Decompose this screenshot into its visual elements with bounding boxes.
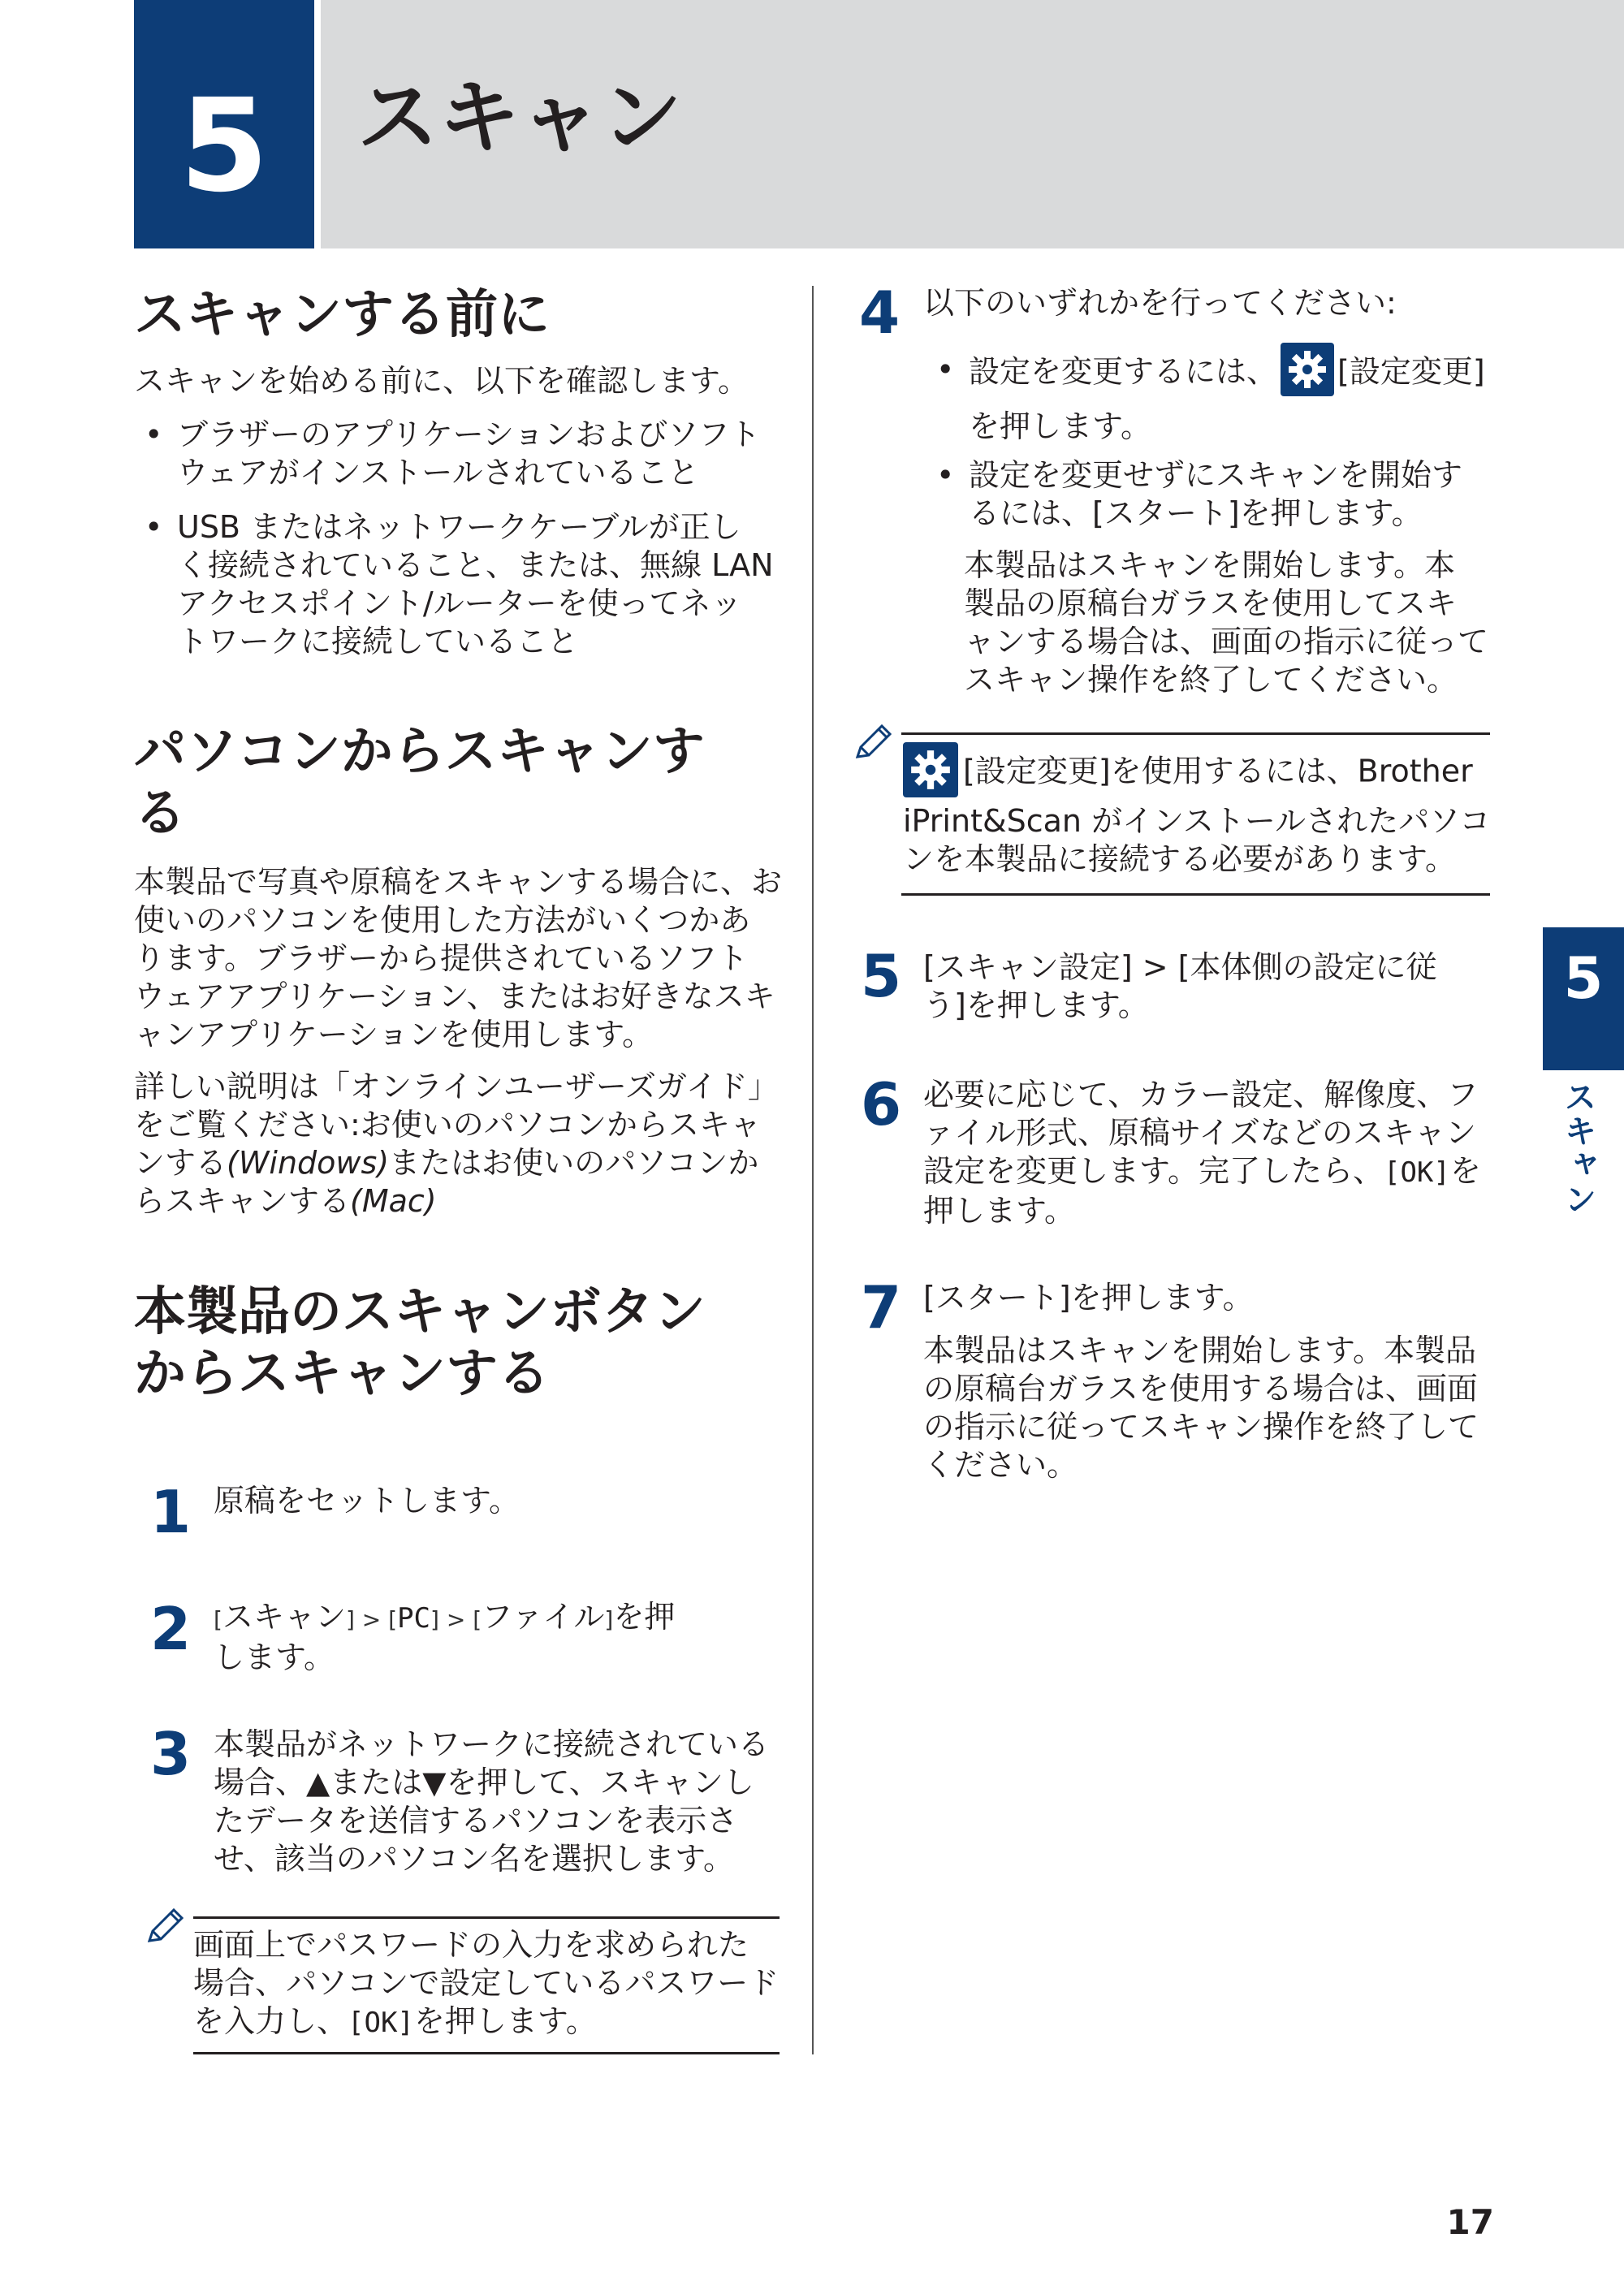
settings-gear-icon [1281, 343, 1334, 396]
step-number: 6 [861, 1070, 902, 1138]
step-text: 必要に応じて、カラー設定、解像度、フ ァイル形式、原稿サイズなどのスキャン 設定を変更します。完了したら、[OK]を 押します。 [923, 1077, 1481, 1229]
step-text: [スキャン設定] > [本体側の設定に従 う]を押します。 [923, 949, 1437, 1023]
step-number: 3 [150, 1720, 192, 1788]
page-number: 17 [1446, 2202, 1494, 2242]
step-number: 5 [861, 942, 902, 1010]
note-top-rule [901, 732, 1490, 735]
note-text: [設定変更]を使用するには、Brother iPrint&Scan がインストールされたパソコ ンを本製品に接続する必要があります。 [903, 749, 1490, 879]
step-text: [スタート]を押します。 [923, 1280, 1254, 1315]
column-divider [812, 286, 814, 2054]
settings-gear-icon [903, 742, 958, 797]
step-number: 4 [859, 279, 901, 347]
note-text: 画面上でパスワードの入力を求められた 場合、パソコンで設定しているパスワード を入力し、[OK]を押します。 [193, 1927, 780, 2039]
side-tab-label: スキャン [1559, 1080, 1596, 1216]
section-title-before-scan: スキャンする前に [134, 285, 550, 345]
step-text: 本製品がネットワークに接続されている 場合、▲または▼を押して、スキャンし たデータを送信するパソコンを表示さ せ、該当のパソコン名を選択します。 [214, 1726, 770, 1877]
chapter-number: 5 [179, 71, 269, 221]
reference-paragraph: 詳しい説明は「オンラインユーザーズガイド」 をご覧ください:お使いのパソコンからスキャ ンする(Windows)またはお使いのパソコンか らスキャンする(Mac) [134, 1069, 779, 1219]
step-number: 2 [150, 1595, 192, 1663]
note-top-rule [193, 1916, 780, 1919]
chapter-title: スキャン [357, 70, 682, 165]
pencil-note-icon [853, 721, 895, 763]
section-title-scan-from-pc: パソコンからスキャンす る [134, 722, 705, 844]
step-text: 原稿をセットします。 [214, 1483, 520, 1519]
step-number: 7 [861, 1273, 902, 1341]
pencil-note-icon [145, 1905, 187, 1947]
step-text: 以下のいずれかを行ってください: [923, 285, 1397, 321]
step-text: [スキャン] > [PC] > [ファイル]を押 します。 [214, 1599, 676, 1675]
step-subtext: 本製品はスキャンを開始します。本 製品の原稿台ガラスを使用してスキ ャンする場合は、画面の指示に従って スキャン操作を終了してください。 [964, 547, 1489, 698]
step-number: 1 [150, 1478, 192, 1546]
step-subtext: 本製品はスキャンを開始します。本製品 の原稿台ガラスを使用する場合は、画面 の指示に従ってスキャン操作を終了して ください。 [923, 1333, 1479, 1483]
section-paragraph: 本製品で写真や原稿をスキャンする場合に、お 使いのパソコンを使用した方法がいくつかあ ります。ブラザーから提供されているソフト ウェアアプリケーション、またはお好きなスキ ャンアプリケーションを使用します。 [134, 864, 783, 1052]
section-title-scan-button: 本製品のスキャンボタン からスキャンする [134, 1282, 706, 1404]
note-bottom-rule [901, 893, 1490, 896]
section-intro: スキャンを始める前に、以下を確認します。 [134, 363, 749, 399]
side-tab-number: 5 [1563, 945, 1604, 1012]
note-bottom-rule [193, 2052, 780, 2054]
